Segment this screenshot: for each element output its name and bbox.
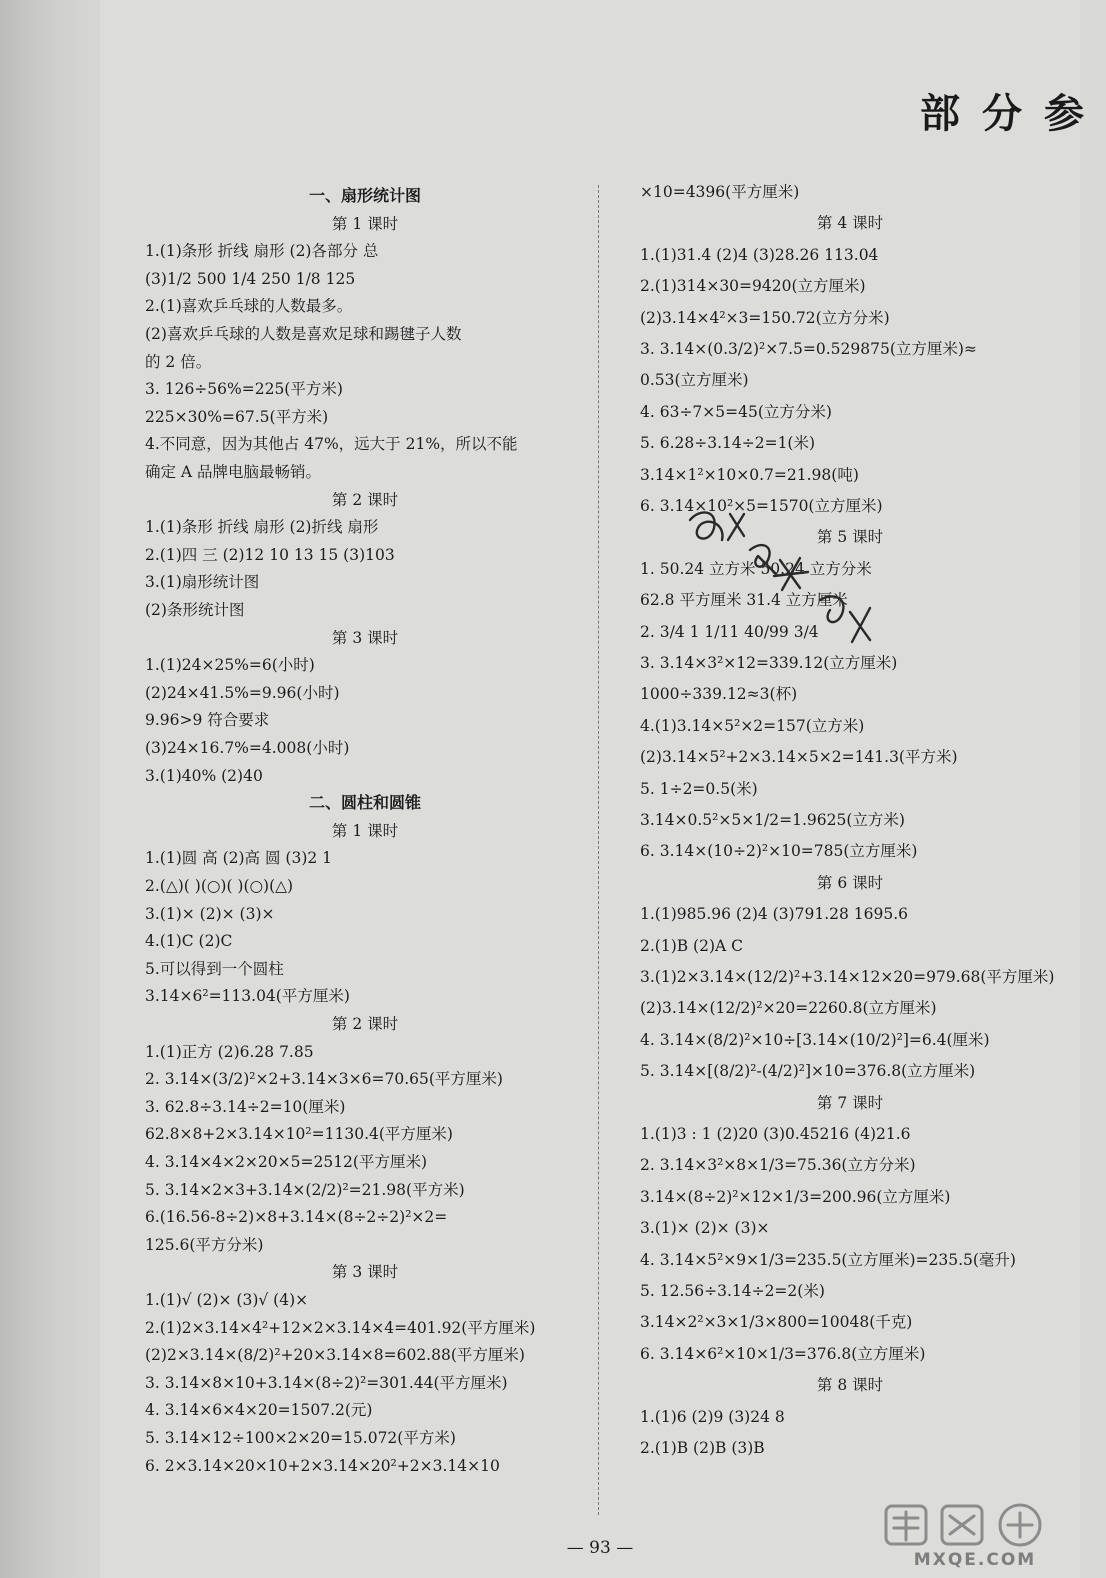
answer-line: 5. 3.14×12÷100×2×20=15.072(平方米) bbox=[145, 1429, 456, 1447]
answer-line: 1.(1)31.4 (2)4 (3)28.26 113.04 bbox=[640, 245, 879, 264]
lesson-heading: 第 1 课时 bbox=[331, 214, 399, 233]
answer-line: 4. 3.14×4×2×20×5=2512(平方厘米) bbox=[145, 1153, 428, 1171]
column-divider bbox=[598, 185, 599, 1515]
answer-line: 3. 3.14×3²×12=339.12(立方厘米) bbox=[640, 654, 898, 672]
answer-line: 6.(16.56-8÷2)×8+3.14×(8÷2÷2)²×2= bbox=[145, 1208, 448, 1227]
answer-line: 5. 6.28÷3.14÷2=1(米) bbox=[640, 434, 816, 453]
answer-line: 5. 12.56÷3.14÷2=2(米) bbox=[640, 1282, 825, 1300]
answer-line: 3.(1)× (2)× (3)× bbox=[145, 904, 275, 923]
answer-line: (2)3.14×4²×3=150.72(立方分米) bbox=[640, 308, 890, 327]
answer-line: 2. 3.14×3²×8×1/3=75.36(立方分米) bbox=[640, 1156, 916, 1175]
answer-line: 4.(1)3.14×5²×2=157(立方米) bbox=[640, 716, 865, 735]
answer-line: 6. 3.14×10²×5=1570(立方厘米) bbox=[640, 497, 883, 515]
binding-shadow bbox=[0, 0, 100, 1578]
watermark-text: MXQE.COM bbox=[913, 1550, 1037, 1570]
answer-line: 4.(1)C (2)C bbox=[145, 932, 233, 951]
answer-line: 3.14×0.5²×5×1/2=1.9625(立方米) bbox=[640, 811, 905, 829]
answer-line: (2)3.14×5²+2×3.14×5×2=141.3(平方米) bbox=[640, 748, 958, 767]
answer-line: 5. 3.14×2×3+3.14×(2/2)²=21.98(平方米) bbox=[145, 1180, 465, 1199]
answer-line: 确定 A 品牌电脑最畅销。 bbox=[145, 463, 322, 481]
answer-line: 4. 63÷7×5=45(立方分米) bbox=[640, 402, 832, 421]
answer-line: 2.(1)喜欢乒乓球的人数最多。 bbox=[145, 297, 353, 316]
answer-line: 4.不同意，因为其他占 47%，远大于 21%，所以不能 bbox=[145, 435, 518, 454]
answer-line: 的 2 倍。 bbox=[145, 352, 212, 371]
answer-line: 2. 3.14×(3/2)²×2+3.14×3×6=70.65(平方厘米) bbox=[145, 1070, 503, 1089]
answer-line: 1. 50.24 立方米 50.24 立方分米 bbox=[640, 559, 872, 578]
lesson-heading: 第 8 课时 bbox=[816, 1376, 884, 1395]
answer-line: 5.可以得到一个圆柱 bbox=[145, 959, 284, 978]
answer-line: 3.14×2²×3×1/3×800=10048(千克) bbox=[640, 1313, 913, 1332]
answer-line: ×10=4396(平方厘米) bbox=[640, 183, 800, 201]
answer-line: 1.(1)24×25%=6(小时) bbox=[145, 656, 315, 675]
answer-line: (3)24×16.7%=4.008(小时) bbox=[145, 739, 350, 757]
lesson-heading: 第 1 课时 bbox=[331, 821, 399, 840]
answer-line: 3.14×(8÷2)²×12×1/3=200.96(立方厘米) bbox=[640, 1187, 951, 1206]
watermark-logo bbox=[880, 1498, 1070, 1570]
answer-line: 62.8 平方厘米 31.4 立方厘米 bbox=[640, 591, 848, 610]
answer-line: 3. 3.14×(0.3/2)²×7.5=0.529875(立方厘米)≈ bbox=[640, 340, 977, 358]
answer-line: 5. 1÷2=0.5(米) bbox=[640, 779, 758, 798]
answer-line: 0.53(立方厘米) bbox=[640, 371, 749, 390]
page-header-title: 部分参 bbox=[920, 91, 1106, 137]
section-heading: 二、圆柱和圆锥 bbox=[308, 793, 421, 813]
answer-line: 3.(1)2×3.14×(12/2)²+3.14×12×20=979.68(平方厘米) bbox=[640, 968, 1055, 986]
answer-line: 1.(1)正方 (2)6.28 7.85 bbox=[145, 1042, 314, 1061]
lesson-heading: 第 6 课时 bbox=[816, 873, 884, 892]
answer-line: 3.(1)扇形统计图 bbox=[145, 573, 260, 592]
answer-line: 1.(1)3 : 1 (2)20 (3)0.45216 (4)21.6 bbox=[640, 1125, 911, 1143]
answer-line: (2)2×3.14×(8/2)²+20×3.14×8=602.88(平方厘米) bbox=[145, 1346, 525, 1365]
answer-line: 4. 3.14×(8/2)²×10÷[3.14×(10/2)²]=6.4(厘米) bbox=[640, 1030, 990, 1049]
lesson-heading: 第 2 课时 bbox=[331, 1015, 399, 1033]
lesson-heading: 第 4 课时 bbox=[816, 214, 884, 233]
answer-line: 3. 126÷56%=225(平方米) bbox=[145, 380, 343, 399]
lesson-heading: 第 3 课时 bbox=[331, 628, 399, 647]
answer-line: 3.14×1²×10×0.7=21.98(吨) bbox=[640, 465, 859, 484]
answer-line: 62.8×8+2×3.14×10²=1130.4(平方厘米) bbox=[145, 1125, 453, 1144]
answer-line: 2. 3/4 1 1/11 40/99 3/4 bbox=[640, 622, 819, 641]
answer-line: (2)条形统计图 bbox=[145, 601, 245, 619]
answer-line: 4. 3.14×5²×9×1/3=235.5(立方厘米)=235.5(毫升) bbox=[640, 1250, 1016, 1269]
answer-line: 2.(1)B (2)B (3)B bbox=[640, 1439, 765, 1457]
answer-line: 6. 2×3.14×20×10+2×3.14×20²+2×3.14×10 bbox=[145, 1456, 500, 1475]
page bbox=[100, 0, 1080, 1578]
lesson-heading: 第 7 课时 bbox=[816, 1093, 884, 1112]
answer-line: (2)24×41.5%=9.96(小时) bbox=[145, 683, 340, 702]
answer-line: (3)1/2 500 1/4 250 1/8 125 bbox=[145, 269, 356, 288]
answer-line: 1.(1)条形 折线 扇形 (2)折线 扇形 bbox=[145, 518, 379, 537]
answer-line: 1.(1)985.96 (2)4 (3)791.28 1695.6 bbox=[640, 905, 909, 924]
answer-line: 3. 62.8÷3.14÷2=10(厘米) bbox=[145, 1097, 346, 1116]
answer-line: 5. 3.14×[(8/2)²-(4/2)²]×10=376.8(立方厘米) bbox=[640, 1062, 976, 1081]
answer-line: 6. 3.14×(10÷2)²×10=785(立方厘米) bbox=[640, 842, 918, 861]
answer-line: 2.(1)B (2)A C bbox=[640, 936, 743, 955]
answer-line: 3.14×6²=113.04(平方厘米) bbox=[145, 987, 350, 1006]
answer-line: (2)3.14×(12/2)²×20=2260.8(立方厘米) bbox=[640, 999, 937, 1018]
answer-line: 125.6(平方分米) bbox=[145, 1235, 264, 1254]
answer-line: 2.(1)四 三 (2)12 10 13 15 (3)103 bbox=[145, 545, 395, 564]
answer-line: 1.(1)6 (2)9 (3)24 8 bbox=[640, 1407, 785, 1426]
answer-line: 9.96>9 符合要求 bbox=[145, 711, 270, 730]
answer-line: 3. 3.14×8×10+3.14×(8÷2)²=301.44(平方厘米) bbox=[145, 1373, 508, 1392]
answer-line: 1000÷339.12≈3(杯) bbox=[640, 685, 798, 704]
page-number: — 93 — bbox=[566, 1538, 634, 1558]
answer-line: 1.(1)条形 折线 扇形 (2)各部分 总 bbox=[145, 242, 379, 261]
answer-line: 2.(1)314×30=9420(立方厘米) bbox=[640, 277, 866, 296]
answer-line: 225×30%=67.5(平方米) bbox=[145, 407, 329, 426]
answer-line: 2.(△)( )(○)( )(○)(△) bbox=[145, 877, 294, 895]
answer-line: 1.(1)圆 高 (2)高 圆 (3)2 1 bbox=[145, 849, 333, 868]
answer-line: 1.(1)√ (2)× (3)√ (4)× bbox=[145, 1291, 309, 1309]
lesson-heading: 第 5 课时 bbox=[816, 528, 884, 547]
section-heading: 一、扇形统计图 bbox=[308, 186, 421, 205]
answer-line: (2)喜欢乒乓球的人数是喜欢足球和踢毽子人数 bbox=[145, 325, 462, 343]
answer-line: 3.(1)× (2)× (3)× bbox=[640, 1219, 770, 1238]
lesson-heading: 第 2 课时 bbox=[331, 490, 399, 509]
answer-line: 6. 3.14×6²×10×1/3=376.8(立方厘米) bbox=[640, 1344, 926, 1363]
answer-line: 4. 3.14×6×4×20=1507.2(元) bbox=[145, 1401, 373, 1420]
answer-line: 2.(1)2×3.14×4²+12×2×3.14×4=401.92(平方厘米) bbox=[145, 1318, 536, 1337]
lesson-heading: 第 3 课时 bbox=[331, 1263, 399, 1282]
answer-line: 3.(1)40% (2)40 bbox=[145, 766, 263, 785]
